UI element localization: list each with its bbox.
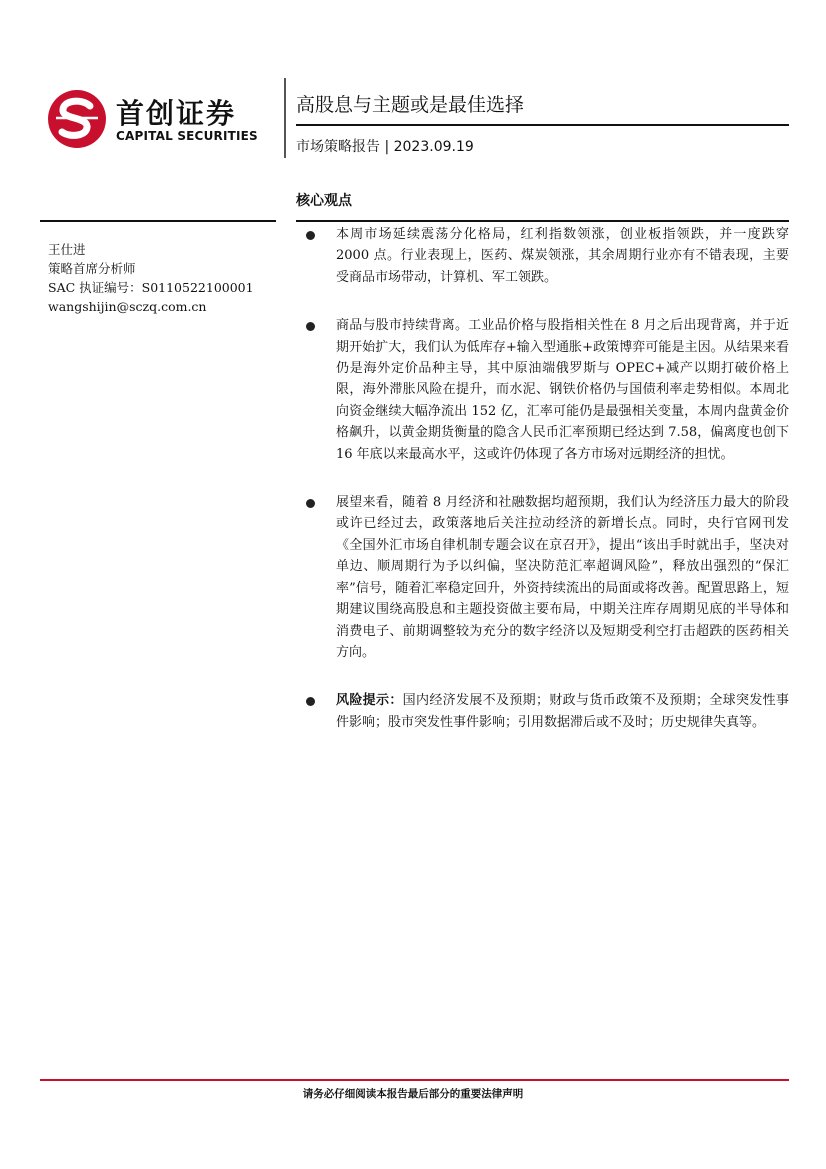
- company-logo: [46, 88, 276, 150]
- sidebar-rule: [40, 220, 276, 222]
- bullet-dot-icon: [306, 697, 315, 706]
- brand-name-en: CAPITAL SECURITIES: [116, 129, 258, 143]
- bullet-dot-icon: [306, 499, 315, 508]
- brand-name-cn: 首创证券: [116, 97, 237, 130]
- bullet-text: 展望来看，随着 8 月经济和社融数据均超预期，我们认为经济压力最大的阶段或许已经过去，政策落地后关注拉动经济的新增长点。同时，央行官网刊发《全国外汇市场自律机制专题会议在京召开》，提出“该出手时就出手，坚决对单边、顺周期行为予以纠偏，坚决防范汇率超调风险”，释放出强烈的“保汇率”信号，随着汇率稳定回升，外资持续流出的局面或将改善。配置思路上，短期建议围绕高股息和主题投资做主要布局，中期关注库存周期见底的半导体和消费电子、前期调整较为充分的数字经济以及短期受利空打击超跌的医药相关方向。: [336, 495, 789, 660]
- title-rule: [296, 124, 789, 126]
- bullet-commodity-divergence: [300, 315, 789, 465]
- analyst-email[interactable]: wangshijin@sczq.com.cn: [48, 299, 207, 314]
- risk-label: 风险提示：: [336, 693, 403, 709]
- bullet-dot-icon: [306, 231, 315, 240]
- analyst-info: [48, 240, 254, 316]
- bullet-text: 商品与股市持续背离。工业品价格与股指相关性在 8 月之后出现背离，并于近期开始扩大，我们认为低库存+输入型通胀+政策博弈可能是主因。从结果来看仍是海外定价品种主导，其中原油端俄罗斯与 OPEC+减产以期打破价格上限，海外滞胀风险在提升，而水泥、钢铁价格仍与国债利率走势相似。本周北向资金继续大幅净流出 152 亿，汇率可能仍是最强相关变量，本周内盘黄金价格飙升，以黄金期货衡量的隐含人民币汇率预期已经达到 7.58，偏离度也创下 16 年底以来最高水平，这或许仍体现了各方市场对远期经济的担忧。: [336, 318, 789, 462]
- capital-securities-logo-icon: [46, 88, 108, 150]
- core-views: [300, 224, 789, 760]
- section-heading: 核心观点: [296, 193, 352, 209]
- footer-rule: [40, 1079, 789, 1081]
- analyst-sac: SAC 执证编号：S0110522100001: [48, 280, 254, 295]
- bullet-text: 本周市场延续震荡分化格局，红利指数领涨，创业板指领跌，并一度跌穿 2000 点。行业表现上，医药、煤炭领涨，其余周期行业亦有不错表现，主要受商品市场带动，计算机、军工领跌。: [336, 227, 789, 285]
- header-divider: [284, 78, 286, 158]
- bullet-dot-icon: [306, 322, 315, 331]
- report-subtitle: 市场策略报告 | 2023.09.19: [296, 139, 474, 155]
- bullet-market-summary: [300, 224, 789, 288]
- bullet-risk-warning: [300, 690, 789, 733]
- analyst-name: 王仕进: [48, 242, 86, 257]
- legal-disclaimer-note: 请务必仔细阅读本报告最后部分的重要法律声明: [302, 1088, 524, 1100]
- content-rule: [296, 220, 789, 222]
- bullet-text: 风险提示：国内经济发展不及预期；财政与货币政策不及预期；全球突发性事件影响；股市突发性事件影响；引用数据滞后或不及时；历史规律失真等。: [336, 693, 789, 730]
- analyst-role: 策略首席分析师: [48, 261, 136, 276]
- report-title: 高股息与主题或是最佳选择: [296, 94, 525, 116]
- bullet-outlook: [300, 492, 789, 663]
